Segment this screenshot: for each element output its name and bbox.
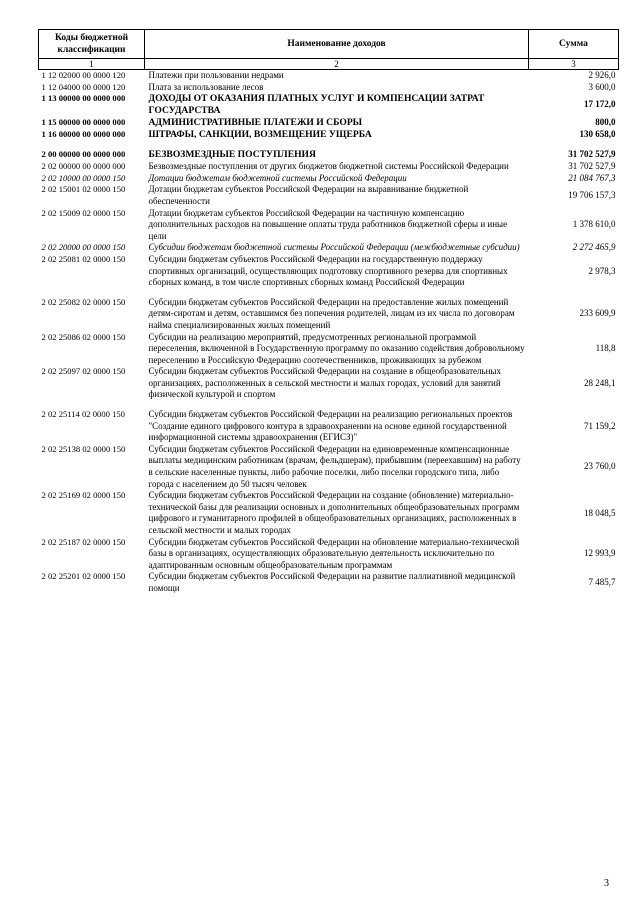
code-cell: 2 02 25081 02 0000 150 bbox=[41, 253, 126, 264]
amount-cell: 800,0 bbox=[595, 117, 616, 128]
code-cell: 2 02 25097 02 0000 150 bbox=[41, 366, 126, 377]
name-cell: ДОХОДЫ ОТ ОКАЗАНИЯ ПЛАТНЫХ УСЛУГ И КОМПЕНСАЦИИ ЗАТРАТ ГОСУДАРСТВА bbox=[148, 93, 485, 117]
amount-cell: 118,8 bbox=[595, 343, 616, 354]
name-cell: Дотации бюджетам субъектов Российской Федерации на выравнивание бюджетной обеспеченности bbox=[148, 184, 469, 206]
table-row bbox=[39, 208, 619, 243]
name-cell: Субсидии бюджетам субъектов Российской Федерации на обновление материально-технической базы в организациях, осуществляющих образовательную деятельность исключительно по адаптированным основным общеобразовательным программам bbox=[148, 536, 520, 570]
spacer-cell bbox=[39, 141, 145, 149]
table-row bbox=[39, 366, 619, 401]
code-cell: 2 00 00000 00 0000 000 bbox=[41, 149, 126, 160]
spacer-cell bbox=[39, 401, 145, 409]
table-row bbox=[39, 70, 619, 82]
code-cell: 2 02 25138 02 0000 150 bbox=[41, 443, 126, 454]
code-cell: 2 02 25082 02 0000 150 bbox=[41, 296, 126, 307]
spacer-cell bbox=[145, 141, 529, 149]
table-row bbox=[39, 129, 619, 141]
code-cell: 2 02 25201 02 0000 150 bbox=[41, 571, 126, 582]
table-row bbox=[39, 93, 619, 117]
column-number: 2 bbox=[145, 59, 529, 70]
code-cell: 2 02 15001 02 0000 150 bbox=[41, 184, 126, 195]
amount-cell: 19 706 157,3 bbox=[568, 190, 616, 201]
spacer-cell bbox=[145, 401, 529, 409]
row-spacer bbox=[39, 401, 619, 409]
row-spacer bbox=[39, 289, 619, 297]
code-cell: 1 15 00000 00 0000 000 bbox=[41, 117, 126, 128]
name-cell: Дотации бюджетам субъектов Российской Федерации на частичную компенсацию дополнительных расходов на повышение оплаты труда работников бюджетной сферы и иные цели bbox=[148, 207, 508, 241]
code-cell: 2 02 00000 00 0000 000 bbox=[41, 161, 126, 172]
amount-cell: 1 378 610,0 bbox=[572, 219, 616, 230]
amount-cell: 2 272 465,9 bbox=[572, 242, 616, 253]
name-cell: Субсидии бюджетам субъектов Российской Федерации на реализацию региональных проектов "Создание единого цифрового контура в здравоохранении на основе единой государственной информационной системы здравоохранения (ЕГИСЗ)" bbox=[148, 409, 513, 443]
amount-cell: 23 760,0 bbox=[584, 461, 616, 472]
name-cell: БЕЗВОЗМЕЗДНЫЕ ПОСТУПЛЕНИЯ bbox=[148, 149, 316, 161]
code-cell: 2 02 25114 02 0000 150 bbox=[41, 409, 125, 420]
name-cell: Субсидии бюджетам субъектов Российской Федерации на единовременные компенсационные выплаты медицинским работникам (врачам, фельдшерам), прибывшим (переехавшим) на работу в сельские населенные пункты, либо рабочие поселки, либо поселки городского типа, либо города с населением до 50 тысяч человек bbox=[148, 443, 521, 489]
name-cell: ШТРАФЫ, САНКЦИИ, ВОЗМЕЩЕНИЕ УЩЕРБА bbox=[148, 129, 372, 141]
column-number: 3 bbox=[529, 59, 619, 70]
name-cell: Субсидии бюджетам бюджетной системы Российской Федерации (межбюджетные субсидии) bbox=[148, 242, 520, 253]
table-row bbox=[39, 161, 619, 173]
amount-cell: 2 926,0 bbox=[588, 70, 616, 80]
code-cell: 1 12 02000 00 0000 120 bbox=[41, 70, 126, 80]
row-spacer bbox=[39, 141, 619, 149]
code-cell: 2 02 20000 00 0000 150 bbox=[41, 242, 126, 253]
table-header bbox=[39, 30, 619, 70]
amount-cell: 3 600,0 bbox=[588, 81, 616, 92]
code-cell: 1 16 00000 00 0000 000 bbox=[41, 129, 126, 140]
name-cell: Субсидии на реализацию мероприятий, предусмотренных региональной программой переселения, включенной в Государственную программу по оказанию содействия добровольному переселению в Российскую Федерацию соотечественников, проживающих за рубежом bbox=[148, 331, 525, 365]
code-cell: 2 02 25086 02 0000 150 bbox=[41, 331, 126, 342]
table-row bbox=[39, 254, 619, 289]
name-cell: Дотации бюджетам бюджетной системы Российской Федерации bbox=[148, 172, 407, 183]
revenue-table bbox=[38, 29, 619, 595]
name-cell: Платежи при пользовании недрами bbox=[148, 70, 284, 80]
table-row bbox=[39, 444, 619, 490]
revenue-table-container bbox=[38, 29, 618, 595]
header-name: Наименование доходов bbox=[145, 30, 529, 59]
amount-cell: 28 248,1 bbox=[584, 377, 616, 388]
amount-cell: 2 978,3 bbox=[588, 265, 616, 276]
spacer-cell bbox=[529, 141, 619, 149]
spacer-cell bbox=[145, 289, 529, 297]
amount-cell: 17 172,0 bbox=[584, 99, 616, 110]
table-row bbox=[39, 173, 619, 185]
table-body bbox=[39, 70, 619, 595]
amount-cell: 7 485,7 bbox=[588, 577, 616, 588]
code-cell: 2 02 15009 02 0000 150 bbox=[41, 207, 126, 218]
header-code: Коды бюджетной классификации bbox=[39, 30, 145, 59]
name-cell: Субсидии бюджетам субъектов Российской Федерации на создание в общеобразовательных организациях, расположенных в сельской местности и малых городах, условий для занятий физической культурой и спортом bbox=[148, 366, 501, 400]
column-number: 1 bbox=[39, 59, 145, 70]
spacer-cell bbox=[529, 401, 619, 409]
table-row bbox=[39, 297, 619, 332]
code-cell: 2 02 25169 02 0000 150 bbox=[41, 490, 126, 501]
code-cell: 2 02 25187 02 0000 150 bbox=[41, 536, 126, 547]
table-row bbox=[39, 571, 619, 594]
amount-cell: 18 048,5 bbox=[584, 507, 616, 518]
spacer-cell bbox=[39, 289, 145, 297]
amount-cell: 130 658,0 bbox=[579, 129, 616, 140]
amount-cell: 31 702 527,9 bbox=[568, 149, 616, 160]
code-cell: 1 12 04000 00 0000 120 bbox=[41, 81, 126, 92]
table-row bbox=[39, 149, 619, 161]
name-cell: Субсидии бюджетам субъектов Российской Федерации на развитие паллиативной медицинской помощи bbox=[148, 571, 516, 593]
name-cell: Безвозмездные поступления от других бюджетов бюджетной системы Российской Федерации bbox=[148, 161, 509, 172]
table-row bbox=[39, 82, 619, 94]
table-row bbox=[39, 242, 619, 254]
name-cell: Субсидии бюджетам субъектов Российской Федерации на создание (обновление) материально-технической базы для реализации основных и дополнительных общеобразовательных программ цифрового и гуманитарного профилей в общеобразовательных организациях, расположенных в сельской местности и малых городах bbox=[148, 490, 520, 535]
table-row bbox=[39, 409, 619, 444]
name-cell: АДМИНИСТРАТИВНЫЕ ПЛАТЕЖИ И СБОРЫ bbox=[148, 117, 363, 129]
header-amount: Сумма bbox=[529, 30, 619, 59]
amount-cell: 71 159,2 bbox=[584, 420, 616, 431]
amount-cell: 31 702 527,9 bbox=[568, 161, 616, 172]
amount-cell: 12 993,9 bbox=[584, 548, 616, 559]
page-number: 3 bbox=[604, 878, 609, 889]
code-cell: 1 13 00000 00 0000 000 bbox=[41, 93, 126, 104]
table-row bbox=[39, 332, 619, 367]
table-row bbox=[39, 537, 619, 572]
code-cell: 2 02 10000 00 0000 150 bbox=[41, 172, 126, 183]
table-row bbox=[39, 117, 619, 129]
table-row bbox=[39, 184, 619, 207]
table-row bbox=[39, 490, 619, 536]
name-cell: Субсидии бюджетам субъектов Российской Федерации на предоставление жилых помещений детям-сиротам и детям, оставшимся без попечения родителей, лицам из их числа по договорам найма специализированных жилых помещений bbox=[148, 296, 515, 330]
amount-cell: 233 609,9 bbox=[579, 308, 616, 319]
spacer-cell bbox=[529, 289, 619, 297]
name-cell: Субсидии бюджетам субъектов Российской Федерации на государственную поддержку спортивных организаций, осуществляющих подготовку спортивного резерва для спортивных сборных команд, в том числе спортивных сборных команд Российской Федерации bbox=[148, 253, 508, 288]
name-cell: Плата за использование лесов bbox=[148, 81, 264, 92]
amount-cell: 21 084 767,3 bbox=[568, 172, 616, 183]
